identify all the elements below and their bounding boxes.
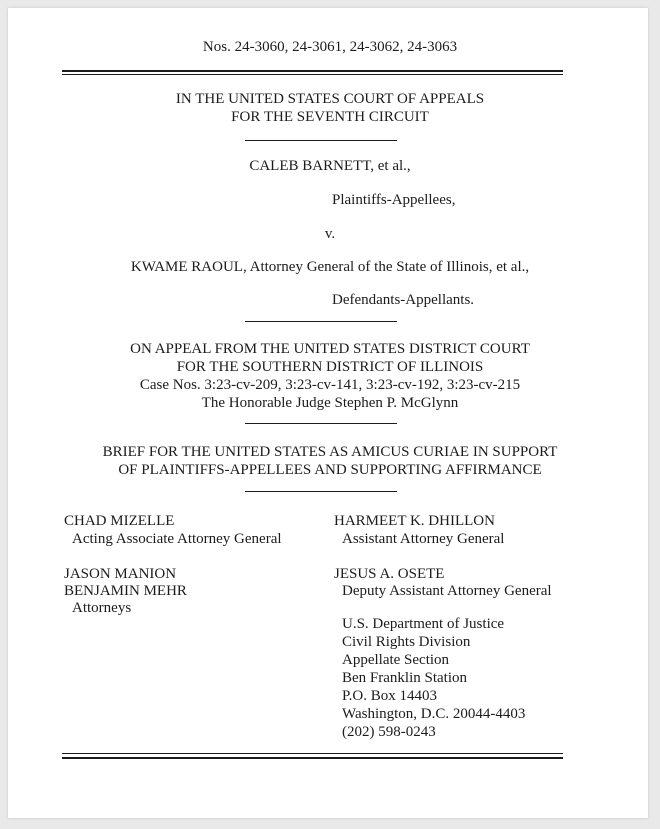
judge: The Honorable Judge Stephen P. McGlynn bbox=[201, 395, 459, 411]
brief-title-line-2: OF PLAINTIFFS-APPELLEES AND SUPPORTING AFFIRMANCE bbox=[118, 462, 542, 478]
divider-2 bbox=[245, 321, 397, 322]
versus: v. bbox=[324, 226, 336, 242]
counsel-right-name-2: JESUS A. OSETE bbox=[334, 566, 445, 582]
plaintiff-role: Plaintiffs-Appellees, bbox=[332, 192, 456, 208]
counsel-left-name-1: CHAD MIZELLE bbox=[64, 513, 175, 529]
plaintiff-name: CALEB BARNETT, et al., bbox=[249, 158, 411, 174]
address-line: U.S. Department of Justice bbox=[342, 616, 505, 632]
case-numbers: Nos. 24-3060, 24-3061, 24-3062, 24-3063 bbox=[202, 39, 458, 55]
counsel-left-title-2: Attorneys bbox=[72, 600, 132, 616]
counsel-left-name-2: JASON MANION bbox=[64, 566, 177, 582]
defendant-name: KWAME RAOUL, Attorney General of the State of Illinois, et al., bbox=[130, 259, 530, 275]
phone-number: (202) 598-0243 bbox=[342, 724, 436, 740]
address-line: P.O. Box 14403 bbox=[342, 688, 438, 704]
counsel-left-name-3: BENJAMIN MEHR bbox=[64, 583, 187, 599]
counsel-right-title-2: Deputy Assistant Attorney General bbox=[342, 583, 552, 599]
document-page bbox=[8, 8, 648, 818]
address-line: Ben Franklin Station bbox=[342, 670, 467, 686]
appeal-line-2: FOR THE SOUTHERN DISTRICT OF ILLINOIS bbox=[176, 359, 484, 375]
brief-title-line-1: BRIEF FOR THE UNITED STATES AS AMICUS CURIAE IN SUPPORT bbox=[102, 444, 558, 460]
appeal-line-1: ON APPEAL FROM THE UNITED STATES DISTRICT COURT bbox=[130, 341, 530, 357]
district-case-numbers: Case Nos. 3:23-cv-209, 3:23-cv-141, 3:23-cv-192, 3:23-cv-215 bbox=[139, 377, 521, 393]
counsel-right-name-1: HARMEET K. DHILLON bbox=[334, 513, 495, 529]
address-line: Appellate Section bbox=[342, 652, 450, 668]
address-line: Washington, D.C. 20044-4403 bbox=[342, 706, 526, 722]
bottom-rule-thin bbox=[62, 753, 563, 754]
divider-1 bbox=[245, 140, 397, 141]
court-line-1: IN THE UNITED STATES COURT OF APPEALS bbox=[175, 91, 485, 107]
divider-4 bbox=[245, 491, 397, 492]
court-line-2: FOR THE SEVENTH CIRCUIT bbox=[231, 109, 429, 125]
counsel-left-title-1: Acting Associate Attorney General bbox=[72, 531, 282, 547]
counsel-right-title-1: Assistant Attorney General bbox=[342, 531, 505, 547]
divider-3 bbox=[245, 423, 397, 424]
address-line: Civil Rights Division bbox=[342, 634, 471, 650]
top-rule-thin bbox=[62, 74, 563, 75]
bottom-rule-thick bbox=[62, 757, 563, 759]
defendant-role: Defendants-Appellants. bbox=[332, 292, 475, 308]
top-rule-thick bbox=[62, 70, 563, 72]
